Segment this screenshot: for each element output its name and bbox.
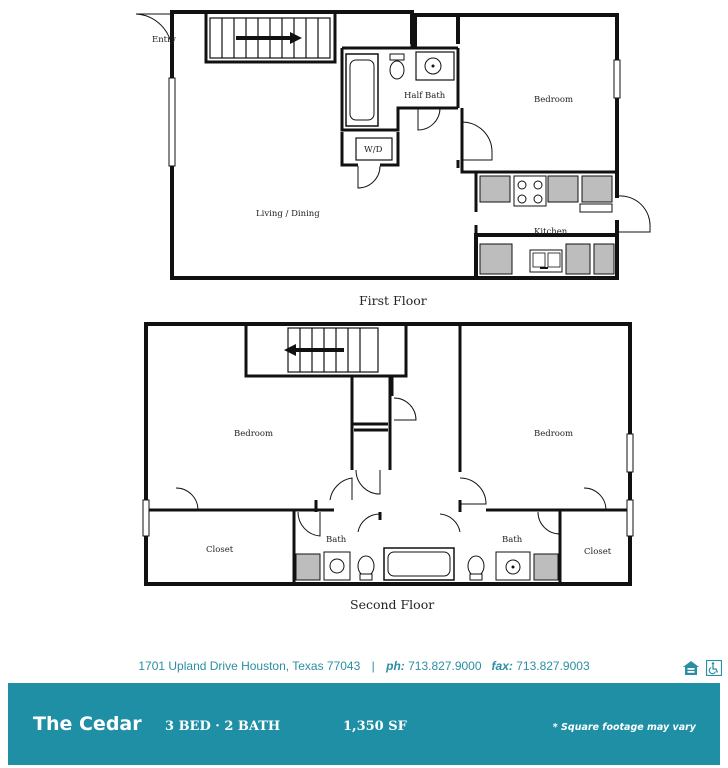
room-half-bath: Half Bath [404,91,446,101]
bed-bath-count: 3 BED · 2 BATH [165,719,281,734]
room-entry: Entry [152,35,176,45]
second-floor-label: Second Floor [350,597,435,612]
room-bedroom-right: Bedroom [534,429,574,439]
room-wd: W/D [364,145,383,155]
address: 1701 Upland Drive Houston, Texas 77043 [138,659,361,673]
footer-band [8,683,720,765]
first-floor-plan [136,12,650,308]
room-bath-left: Bath [326,535,347,545]
room-kitchen: Kitchen [534,227,568,237]
room-bath-right: Bath [502,535,523,545]
floor-plan-name: The Cedar [33,713,142,735]
fax-number: 713.827.9003 [516,659,590,673]
contact-line [0,659,728,673]
wheelchair-accessible-icon [706,660,722,676]
room-living-dining: Living / Dining [256,209,320,219]
second-floor-plan [143,324,633,612]
fax-label: fax: [491,659,513,673]
equal-housing-icon [682,660,700,676]
square-footage-note: * Square footage may vary [552,722,696,733]
phone-number[interactable]: 713.827.9000 [408,659,482,673]
room-bedroom-left: Bedroom [234,429,274,439]
room-closet-right: Closet [584,547,612,557]
contact-separator: | [371,659,375,673]
first-floor-label: First Floor [359,293,427,308]
phone-label: ph: [386,659,405,673]
square-footage: 1,350 SF [343,719,407,734]
room-bedroom-first: Bedroom [534,95,574,105]
room-closet-left: Closet [206,545,234,555]
